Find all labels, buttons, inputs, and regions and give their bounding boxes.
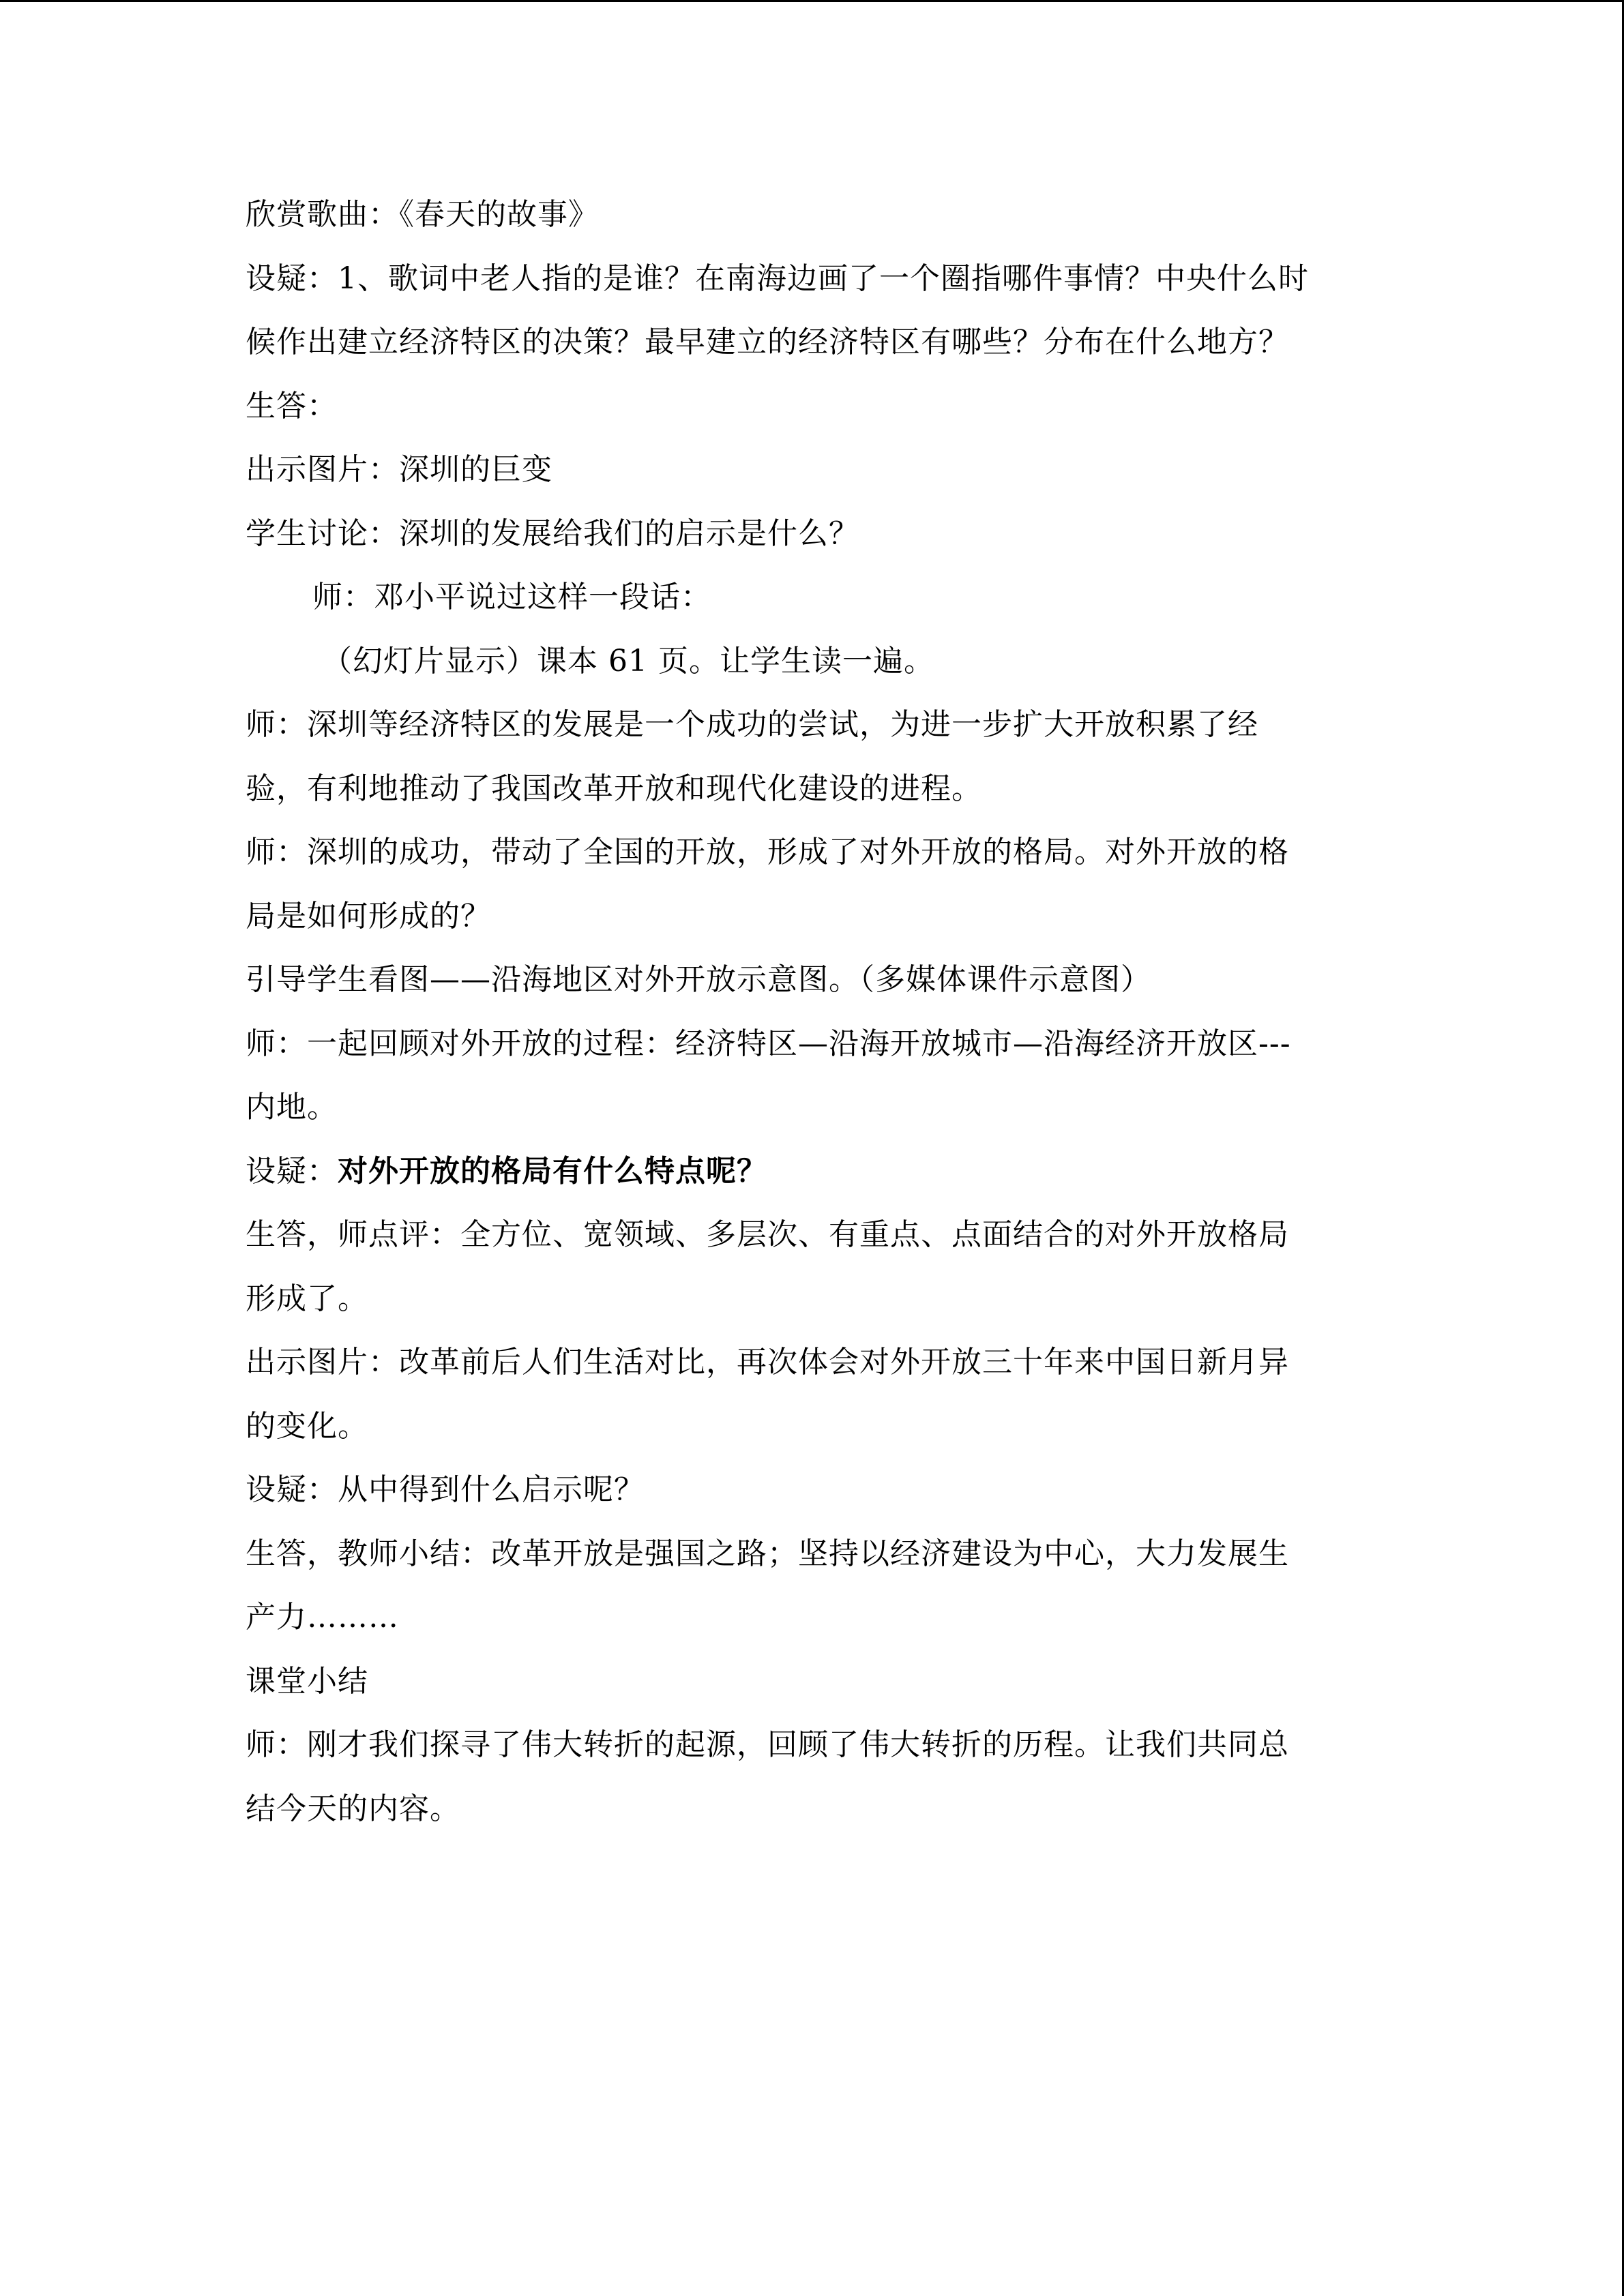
line-teacher-closing-b — [246, 1777, 1381, 1841]
line-text: 师：刚才我们探寻了伟大转折的起源，回顾了伟大转折的历程。让我们共同总 — [246, 1727, 1289, 1762]
line-text: 生答： — [246, 388, 338, 423]
line-answer-comment-b — [246, 1267, 1381, 1331]
line-text: 生答，教师小结：改革开放是强国之路；坚持以经济建设为中心，大力发展生 — [246, 1536, 1289, 1571]
line-text: 生答，师点评：全方位、宽领域、多层次、有重点、点面结合的对外开放格局 — [246, 1217, 1289, 1252]
line-teacher-review-b — [246, 1075, 1381, 1139]
line-text: 设疑： — [246, 1153, 338, 1189]
line-text: 产力……… — [246, 1600, 399, 1635]
line-show-picture — [246, 438, 1381, 502]
line-text: 候作出建立经济特区的决策？最早建立的经济特区有哪些？分布在什么地方？ — [246, 325, 1289, 359]
page-border-top — [0, 0, 1624, 2]
line-teacher-summary-b — [246, 1585, 1381, 1650]
line-text: 设疑：从中得到什么启示呢？ — [246, 1472, 645, 1507]
line-teacher-shenzhen-a — [246, 693, 1381, 757]
line-text: 师：深圳的成功，带动了全国的开放，形成了对外开放的格局。对外开放的格 — [246, 835, 1289, 869]
document-body — [246, 183, 1381, 1840]
line-teacher-closing-a — [246, 1713, 1381, 1777]
line-slide-display — [246, 629, 1381, 694]
line-text: 师：一起回顾对外开放的过程：经济特区—沿海开放城市—沿海经济开放区--- — [246, 1026, 1291, 1061]
line-teacher-review-a — [246, 1012, 1381, 1076]
line-text: 形成了。 — [246, 1281, 368, 1316]
line-student-answer — [246, 374, 1381, 438]
line-teacher-summary-a — [246, 1522, 1381, 1586]
line-guide-map — [246, 948, 1381, 1012]
line-text: 出示图片：改革前后人们生活对比，再次体会对外开放三十年来中国日新月异 — [246, 1345, 1289, 1380]
line-teacher-shenzhen-b — [246, 757, 1381, 821]
line-show-comparison-b — [246, 1395, 1381, 1459]
line-text: 设疑：1、歌词中老人指的是谁？在南海边画了一个圈指哪件事情？中央什么时 — [246, 260, 1309, 296]
line-show-comparison-a — [246, 1330, 1381, 1395]
line-text: 出示图片：深圳的巨变 — [246, 452, 552, 487]
line-text: 引导学生看图——沿海地区对外开放示意图。（多媒体课件示意图） — [246, 962, 1151, 997]
line-teacher-deng — [246, 565, 1381, 629]
line-bold-text: 对外开放的格局有什么特点呢？ — [338, 1153, 767, 1189]
line-text: 局是如何形成的？ — [246, 898, 491, 934]
line-text: 师：邓小平说过这样一段话： — [312, 580, 711, 614]
line-teacher-success-b — [246, 884, 1381, 949]
line-question-inspiration — [246, 1458, 1381, 1522]
line-answer-comment-a — [246, 1203, 1381, 1267]
line-text: （幻灯片显示）课本 61 页。让学生读一遍。 — [322, 643, 934, 679]
line-text: 内地。 — [246, 1090, 338, 1124]
line-text: 的变化。 — [246, 1408, 368, 1444]
line-text: 课堂小结 — [246, 1663, 368, 1699]
line-song-appreciation — [246, 183, 1381, 247]
line-text: 欣赏歌曲：《春天的故事》 — [246, 197, 599, 232]
line-text: 学生讨论：深圳的发展给我们的启示是什么？ — [246, 516, 859, 551]
line-question-features — [246, 1139, 1381, 1204]
line-question-1b — [246, 310, 1381, 374]
line-text: 验，有利地推动了我国改革开放和现代化建设的进程。 — [246, 771, 982, 806]
line-text: 结今天的内容。 — [246, 1791, 460, 1826]
line-class-summary-heading — [246, 1650, 1381, 1714]
line-teacher-success-a — [246, 820, 1381, 884]
line-text: 师：深圳等经济特区的发展是一个成功的尝试，为进一步扩大开放积累了经 — [246, 707, 1258, 742]
line-student-discussion — [246, 502, 1381, 566]
line-question-1a — [246, 247, 1381, 311]
